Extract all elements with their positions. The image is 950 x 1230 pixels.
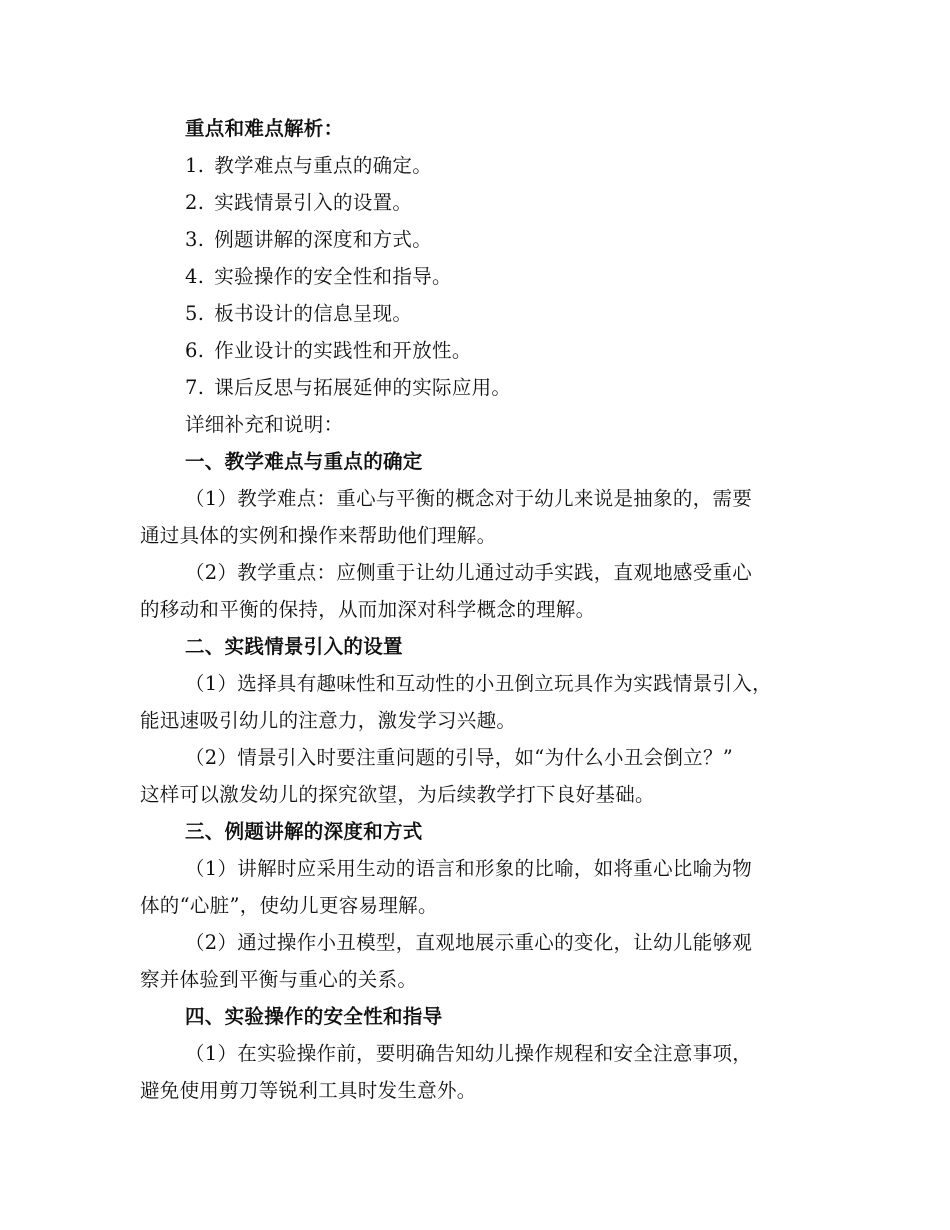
paragraph-line: 能迅速吸引幼儿的注意力，激发学习兴趣。 [140,709,517,732]
list-item [140,332,820,369]
paragraph-line: 体的“心脏”，使幼儿更容易理解。 [140,894,438,917]
list-item [140,221,820,258]
list-text: 例题讲解的深度和方式。 [214,228,433,251]
list-text: 板书设计的信息呈现。 [214,302,413,325]
section [140,813,820,998]
list-item [140,295,820,332]
section-title: 一、教学难点与重点的确定 [185,450,423,473]
paragraph-line: （2）教学重点：应侧重于让幼儿通过动手实践，直观地感受重心 [185,561,753,584]
document-page [140,110,820,1109]
paragraph-line: 的移动和平衡的保持，从而加深对科学概念的理解。 [140,598,596,621]
section-title: 四、实验操作的安全性和指导 [185,1005,443,1028]
paragraph-line: （2）情景引入时要注重问题的引导，如“为什么小丑会倒立？” [185,746,734,769]
list-item [140,147,820,184]
list-number: 2. [185,191,205,214]
section [140,628,820,813]
section-title: 三、例题讲解的深度和方式 [185,820,423,843]
paragraph-line: （1）在实验操作前，要明确告知幼儿操作规程和安全注意事项， [185,1042,753,1065]
list-number: 4. [185,265,205,288]
list-text: 实验操作的安全性和指导。 [214,265,452,288]
section [140,443,820,628]
list-number: 1. [185,154,205,177]
list-item [140,184,820,221]
list-item [140,258,820,295]
list-number: 5. [185,302,205,325]
key-points-list [140,147,820,406]
list-text: 课后反思与拓展延伸的实际应用。 [214,376,512,399]
section [140,998,820,1109]
paragraph-line: 这样可以激发幼儿的探究欲望，为后续教学打下良好基础。 [140,783,655,806]
paragraph-line: （2）通过操作小丑模型，直观地展示重心的变化，让幼儿能够观 [185,931,753,954]
list-number: 7. [185,376,205,399]
paragraph-line: 察并体验到平衡与重心的关系。 [140,968,418,991]
list-text: 作业设计的实践性和开放性。 [214,339,472,362]
paragraph-line: （1）讲解时应采用生动的语言和形象的比喻，如将重心比喻为物 [185,857,753,880]
paragraph-line: （1）教学难点：重心与平衡的概念对于幼儿来说是抽象的，需要 [185,487,753,510]
paragraph-line: 通过具体的实例和操作来帮助他们理解。 [140,524,497,547]
list-text: 教学难点与重点的确定。 [214,154,433,177]
paragraph-line: 避免使用剪刀等锐利工具时发生意外。 [140,1079,477,1102]
heading-key-points: 重点和难点解析： [185,117,344,140]
list-item [140,369,820,406]
section-title: 二、实践情景引入的设置 [185,635,403,658]
list-number: 6. [185,339,205,362]
list-number: 3. [185,228,205,251]
detail-heading: 详细补充和说明： [185,413,344,436]
paragraph-line: （1）选择具有趣味性和互动性的小丑倒立玩具作为实践情景引入， [185,672,772,695]
list-text: 实践情景引入的设置。 [214,191,413,214]
